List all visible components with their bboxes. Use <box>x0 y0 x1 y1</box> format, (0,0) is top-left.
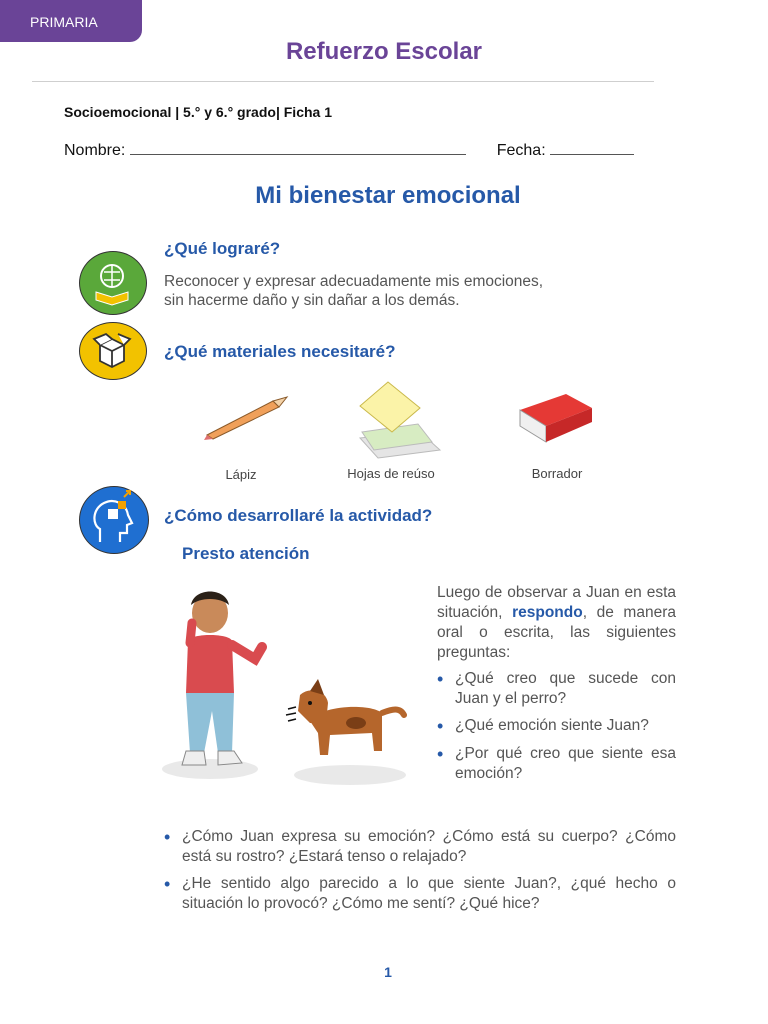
list-item: • ¿Por qué creo que siente esa emoción? <box>437 744 676 784</box>
brain-book-icon <box>79 251 147 315</box>
name-date-row <box>64 142 634 160</box>
material-label-eraser: Borrador <box>531 466 583 481</box>
eraser-icon <box>518 390 594 450</box>
head-puzzle-icon <box>79 486 149 554</box>
material-label-pencil: Lápiz <box>225 467 257 482</box>
goal-line-2: sin hacerme daño y sin dañar a los demás. <box>164 292 460 309</box>
goal-heading: ¿Qué lograré? <box>164 239 281 258</box>
page-number: 1 <box>384 964 392 980</box>
goal-text <box>164 272 543 310</box>
worksheet-title: Mi bienestar emocional <box>255 182 521 209</box>
bottom-questions <box>164 827 676 914</box>
date-label: Fecha: <box>496 142 546 159</box>
activity-subheading: Presto atención <box>182 544 310 563</box>
subject-line: Socioemocional | 5.° y 6.° grado| Ficha 1 <box>64 104 332 120</box>
level-tag: PRIMARIA <box>0 0 142 42</box>
date-field[interactable] <box>550 142 634 155</box>
goal-line-1: Reconocer y expresar adecuadamente mis emociones, <box>164 273 544 290</box>
title-divider <box>32 81 654 82</box>
list-item: • ¿He sentido algo parecido a lo que siente Juan?, ¿qué hecho o situación lo provocó? ¿Cómo me sentí? ¿Qué hice? <box>164 874 676 914</box>
name-field[interactable] <box>130 142 466 155</box>
list-item: • ¿Cómo Juan expresa su emoción? ¿Cómo está su cuerpo? ¿Cómo está su rostro? ¿Estará tenso o relajado? <box>164 827 676 867</box>
side-questions <box>437 669 676 784</box>
materials-heading: ¿Qué materiales necesitaré? <box>164 342 396 361</box>
page-title: Refuerzo Escolar <box>285 38 483 65</box>
activity-intro <box>437 583 676 663</box>
activity-heading: ¿Cómo desarrollaré la actividad? <box>164 506 433 525</box>
juan-and-dog-illustration <box>160 583 410 793</box>
intro-text-before: Luego de observar a Juan en esta situación, <box>437 584 676 621</box>
name-label: Nombre: <box>64 142 126 159</box>
intro-text-after: , de manera oral o escrita, las siguientes preguntas: <box>437 604 676 661</box>
material-label-paper: Hojas de reúso <box>347 466 435 481</box>
intro-bold: respondo <box>512 604 583 621</box>
pencil-icon <box>201 395 291 445</box>
list-item: • ¿Qué emoción siente Juan? <box>437 716 676 736</box>
list-item: • ¿Qué creo que sucede con Juan y el perro? <box>437 669 676 709</box>
box-icon <box>79 322 147 380</box>
paper-sheets-icon <box>352 380 444 465</box>
